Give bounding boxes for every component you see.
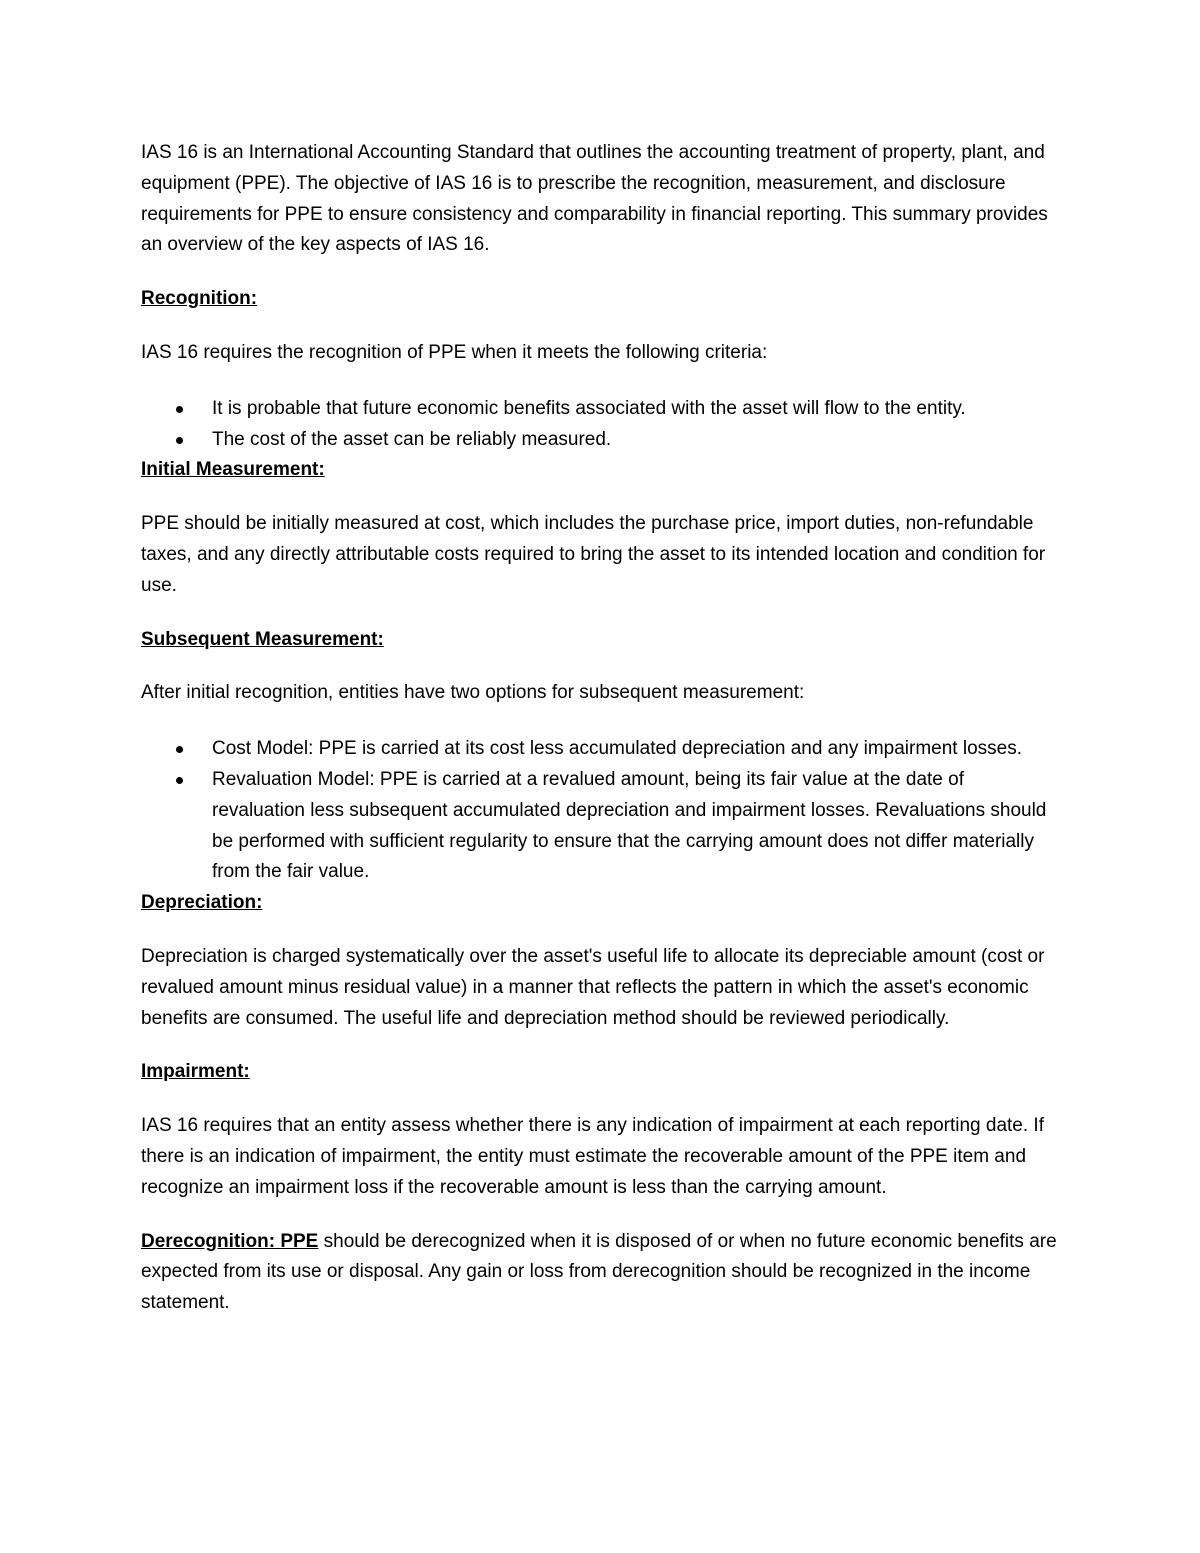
subsequent-measurement-list (141, 734, 1061, 888)
subsequent-measurement-lead: After initial recognition, entities have two options for subsequent measurement: (141, 682, 805, 704)
list-item: Cost Model: PPE is carried at its cost less accumulated depreciation and any impairment losses. (141, 734, 1061, 765)
derecognition-paragraph (141, 1227, 1061, 1319)
intro-paragraph: IAS 16 is an International Accounting Standard that outlines the accounting treatment of property, plant, and equipment (PPE). The objective of IAS 16 is to prescribe the recognition, measurement, and disclosure requirements for PPE to ensure consistency and comparability in financial reporting. This summary provides an overview of the key aspects of IAS 16. (141, 142, 1048, 256)
recognition-lead: IAS 16 requires the recognition of PPE when it meets the following criteria: (141, 341, 768, 363)
list-item: It is probable that future economic benefits associated with the asset will flow to the entity. (141, 394, 1061, 425)
depreciation-text: Depreciation is charged systematically over the asset's useful life to allocate its depreciable amount (cost or revalued amount minus residual value) in a manner that reflects the pattern in which the asset's economic benefits are consumed. The useful life and depreciation method should be reviewed periodically. (141, 945, 1045, 1029)
recognition-heading: Recognition: (141, 288, 258, 310)
recognition-criteria-list (141, 394, 1061, 456)
initial-measurement-text: PPE should be initially measured at cost, which includes the purchase price, import duties, non-refundable taxes, and any directly attributable costs required to bring the asset to its intended location and condition for use. (141, 513, 1046, 596)
derecognition-heading: Derecognition: PPE (141, 1230, 319, 1252)
derecognition-text: should be derecognized when it is disposed of or when no future economic benefits are expected from its use or disposal. Any gain or loss from derecognition should be recognized in the income statement. (141, 1230, 1057, 1314)
impairment-heading: Impairment: (141, 1061, 250, 1083)
list-item: The cost of the asset can be reliably measured. (141, 425, 1061, 456)
depreciation-heading: Depreciation: (141, 892, 263, 914)
initial-measurement-heading: Initial Measurement: (141, 459, 325, 481)
document-page (141, 138, 1061, 1319)
subsequent-measurement-heading: Subsequent Measurement: (141, 628, 384, 650)
list-item: Revaluation Model: PPE is carried at a revalued amount, being its fair value at the date of revaluation less subsequent accumulated depreciation and impairment losses. Revaluations should be performed with sufficient regularity to ensure that the carrying amount does not differ materially from the fair value. (141, 765, 1061, 888)
impairment-text: IAS 16 requires that an entity assess whether there is any indication of impairment at each reporting date. If there is an indication of impairment, the entity must estimate the recoverable amount of the PPE item and recognize an impairment loss if the recoverable amount is less than the carrying amount. (141, 1115, 1044, 1198)
